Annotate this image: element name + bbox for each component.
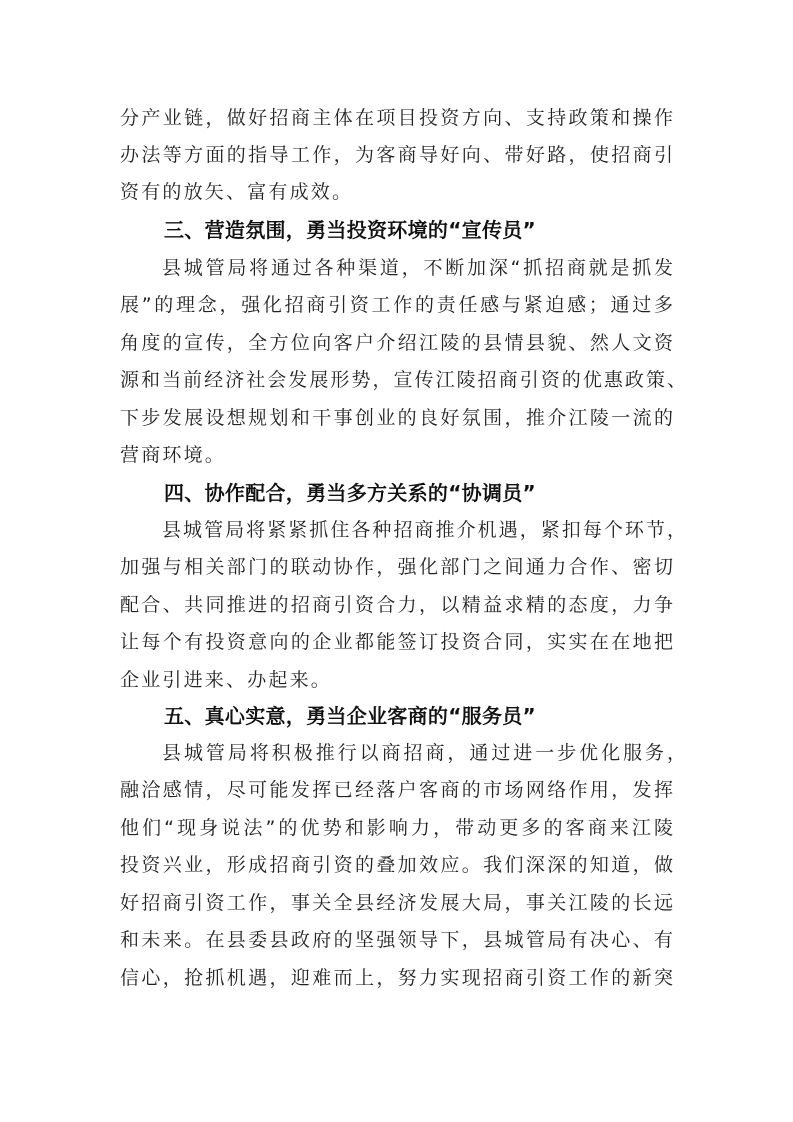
body-line: 角度的宣传，全方位向客户介绍江陵的县情县貌、然人文资	[120, 332, 673, 354]
body-line: 分产业链，做好招商主体在项目投资方向、支持政策和操作	[120, 107, 673, 129]
section-heading-3: 三、营造氛围，勇当投资环境的“宣传员”	[164, 218, 536, 242]
body-line: 营商环境。	[120, 444, 227, 466]
body-line: 展”的理念，强化招商引资工作的责任感与紧迫感；通过多	[120, 294, 673, 316]
body-line: 好招商引资工作，事关全县经济发展大局，事关江陵的长远	[120, 892, 673, 914]
body-line: 源和当前经济社会发展形势，宣传江陵招商引资的优惠政策、	[120, 369, 686, 391]
body-line: 办法等方面的指导工作，为客商导好向、带好路，使招商引	[120, 144, 673, 166]
body-line: 资有的放矢、富有成效。	[120, 181, 354, 203]
body-line: 和未来。在县委县政府的坚强领导下，县城管局有决心、有	[120, 929, 673, 951]
body-line: 投资兴业，形成招商引资的叠加效应。我们深深的知道，做	[120, 854, 673, 876]
body-line: 他们“现身说法”的优势和影响力，带动更多的客商来江陵	[120, 817, 673, 839]
body-line: 融洽感情，尽可能发挥已经落户客商的市场网络作用，发挥	[120, 779, 673, 801]
body-line: 县城管局将积极推行以商招商，通过进一步优化服务，	[162, 742, 686, 764]
body-line: 县城管局将紧紧抓住各种招商推介机遇，紧扣每个环节，	[162, 519, 686, 541]
body-line: 加强与相关部门的联动协作，强化部门之间通力合作、密切	[120, 556, 673, 578]
body-line: 信心，抢抓机遇，迎难而上，努力实现招商引资工作的新突	[120, 967, 673, 989]
body-line: 配合、共同推进的招商引资合力，以精益求精的态度，力争	[120, 594, 673, 616]
body-line: 企业引进来、办起来。	[120, 669, 333, 691]
section-heading-5: 五、真心实意，勇当企业客商的“服务员”	[164, 704, 536, 728]
section-heading-4: 四、协作配合，勇当多方关系的“协调员”	[164, 481, 536, 505]
body-line: 县城管局将通过各种渠道，不断加深“抓招商就是抓发	[162, 257, 673, 279]
body-line: 让每个有投资意向的企业都能签订投资合同，实实在在地把	[120, 631, 673, 653]
body-line: 下步发展设想规划和干事创业的良好氛围，推介江陵一流的	[120, 407, 673, 429]
